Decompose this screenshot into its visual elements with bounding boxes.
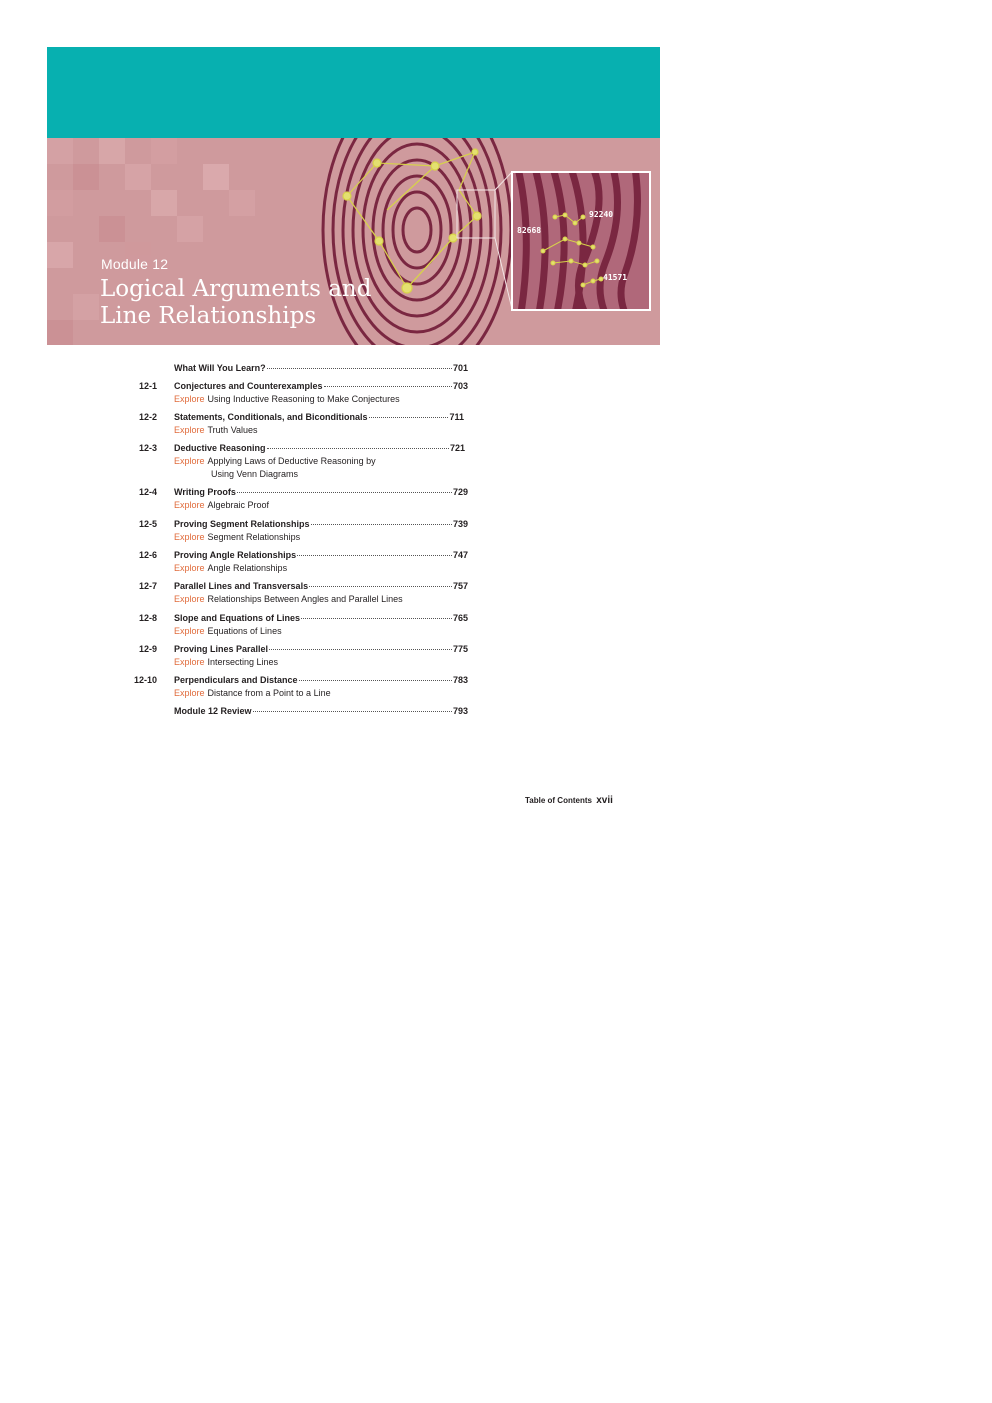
lesson-page: 747: [452, 550, 468, 560]
lesson-number: 12-9: [138, 644, 157, 654]
module-title: [100, 276, 371, 330]
explore-label: Explore: [174, 394, 205, 404]
explore-entry[interactable]: [174, 531, 300, 543]
lesson-page: 703: [452, 381, 468, 391]
lesson-title: Proving Segment Relationships: [174, 519, 310, 529]
lesson-page: 721: [449, 443, 465, 453]
lesson-entry[interactable]: [174, 612, 468, 624]
explore-label: Explore: [174, 594, 205, 604]
module-banner: [47, 138, 660, 345]
leader-dots: [267, 448, 449, 449]
explore-text: Applying Laws of Deductive Reasoning by: [207, 456, 376, 466]
explore-label: Explore: [174, 500, 205, 510]
lesson-number: 12-1: [138, 381, 157, 391]
lesson-title: Proving Lines Parallel: [174, 644, 269, 654]
explore-text: Truth Values: [207, 425, 258, 435]
inset-number-2: 92240: [589, 210, 614, 219]
leader-dots: [311, 524, 452, 525]
explore-entry[interactable]: [174, 593, 403, 605]
lesson-title: Conjectures and Counterexamples: [174, 381, 323, 391]
lesson-page: 765: [452, 613, 468, 623]
explore-text: Algebraic Proof: [207, 500, 270, 510]
leader-dots: [369, 417, 449, 418]
lesson-number: 12-5: [138, 519, 157, 529]
explore-text: Segment Relationships: [207, 532, 301, 542]
explore-label: Explore: [174, 563, 205, 573]
inset-number-1: 82668: [517, 226, 542, 235]
explore-entry[interactable]: [174, 625, 282, 637]
lesson-title: Proving Angle Relationships: [174, 550, 297, 560]
leader-dots: [269, 649, 452, 650]
explore-text: Relationships Between Angles and Parallel Lines: [207, 594, 403, 604]
explore-label: Explore: [174, 657, 205, 667]
lesson-entry[interactable]: [174, 643, 468, 655]
explore-text: Angle Relationships: [207, 563, 288, 573]
lesson-title: Deductive Reasoning: [174, 443, 266, 453]
lesson-entry[interactable]: [174, 580, 468, 592]
leader-dots: [324, 386, 452, 387]
explore-label: Explore: [174, 425, 205, 435]
lesson-page: 783: [452, 675, 468, 685]
lesson-title: Statements, Conditionals, and Biconditionals: [174, 412, 368, 422]
explore-entry[interactable]: [174, 687, 331, 699]
lesson-page: 729: [452, 487, 468, 497]
page-footer: [525, 795, 613, 806]
toc-review-title: Module 12 Review: [174, 706, 252, 716]
leader-dots: [301, 618, 452, 619]
toc-review-page: 793: [452, 706, 468, 716]
toc-review-entry[interactable]: [174, 705, 468, 717]
lesson-title: Parallel Lines and Transversals: [174, 581, 309, 591]
lesson-entry[interactable]: [174, 518, 468, 530]
explore-label: Explore: [174, 532, 205, 542]
fingerprint-zoom-inset: [511, 171, 651, 311]
teal-header-band: [47, 47, 660, 138]
leader-dots: [267, 368, 452, 369]
explore-label: Explore: [174, 626, 205, 636]
lesson-number: 12-10: [133, 675, 157, 685]
inset-ridges: [513, 173, 649, 309]
lesson-page: 739: [452, 519, 468, 529]
module-label: Module 12: [101, 256, 169, 272]
module-title-line-2: Line Relationships: [100, 303, 317, 329]
leader-dots: [297, 555, 452, 556]
explore-entry[interactable]: [174, 424, 258, 436]
explore-entry[interactable]: [174, 656, 278, 668]
lesson-title: Perpendiculars and Distance: [174, 675, 298, 685]
lesson-number: 12-3: [138, 443, 157, 453]
lesson-number: 12-7: [138, 581, 157, 591]
lesson-number: 12-6: [138, 550, 157, 560]
footer-label: Table of Contents: [525, 796, 592, 805]
leader-dots: [253, 711, 452, 712]
inset-number-3: 41571: [603, 273, 628, 282]
leader-dots: [299, 680, 452, 681]
explore-entry[interactable]: [174, 562, 287, 574]
explore-text-continued: Using Venn Diagrams: [211, 469, 299, 479]
lesson-number: 12-2: [138, 412, 157, 422]
lesson-number: 12-8: [138, 613, 157, 623]
explore-label: Explore: [174, 688, 205, 698]
lesson-title: Writing Proofs: [174, 487, 236, 497]
lesson-page: 775: [452, 644, 468, 654]
explore-entry[interactable]: [174, 455, 376, 467]
explore-entry[interactable]: [174, 499, 269, 511]
lesson-entry[interactable]: [174, 411, 464, 423]
lesson-page: 711: [449, 412, 464, 422]
explore-text: Equations of Lines: [207, 626, 282, 636]
lesson-number: 12-4: [138, 487, 157, 497]
footer-page-number: xvii: [596, 795, 613, 806]
lesson-entry[interactable]: [174, 674, 468, 686]
lesson-entry[interactable]: [174, 549, 468, 561]
lesson-entry[interactable]: [174, 380, 468, 392]
toc-intro-page: 701: [452, 363, 468, 373]
leader-dots: [237, 492, 452, 493]
leader-dots: [309, 586, 452, 587]
toc-intro-entry[interactable]: [174, 362, 468, 374]
explore-text: Distance from a Point to a Line: [207, 688, 331, 698]
explore-label: Explore: [174, 456, 205, 466]
explore-text: Using Inductive Reasoning to Make Conjectures: [207, 394, 400, 404]
toc-intro-title: What Will You Learn?: [174, 363, 266, 373]
lesson-entry[interactable]: [174, 486, 468, 498]
lesson-title: Slope and Equations of Lines: [174, 613, 301, 623]
explore-entry[interactable]: [174, 393, 400, 405]
module-title-line-1: Logical Arguments and: [100, 276, 372, 302]
explore-text: Intersecting Lines: [207, 657, 279, 667]
lesson-entry[interactable]: [174, 442, 465, 454]
lesson-page: 757: [452, 581, 468, 591]
